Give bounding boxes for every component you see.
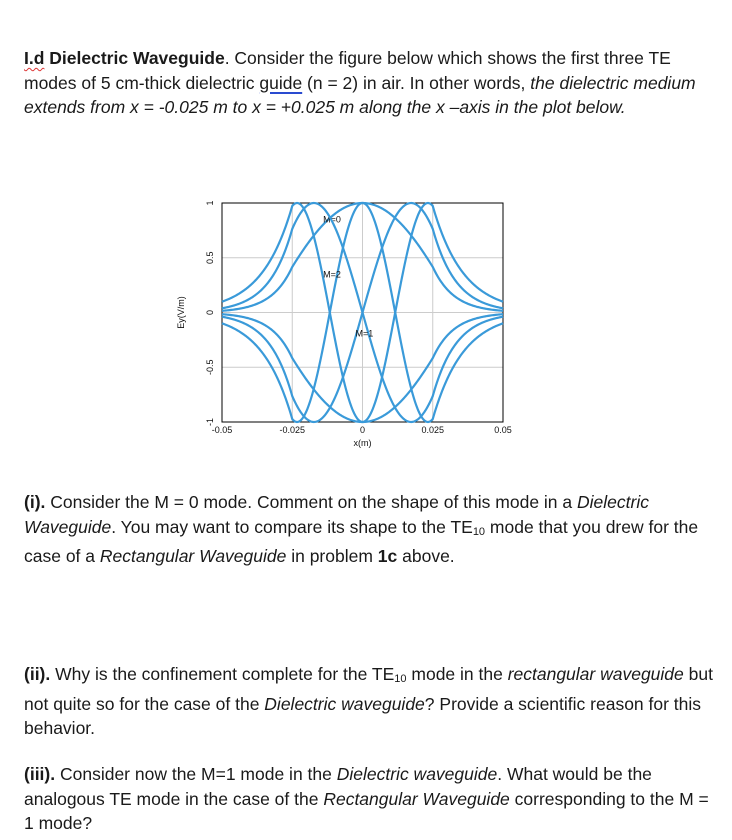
question-i-label: (i). — [24, 492, 46, 512]
guide-word: guide — [259, 72, 303, 93]
q2-italic-2: Dielectric waveguide — [264, 693, 425, 714]
q3-text-3: corresponding to the M = 1 mode? — [24, 788, 709, 833]
q1-text-2: . You may want to compare its shape to the TE — [111, 516, 473, 537]
mode-label: M=0 — [323, 214, 341, 225]
x-tick-label: 0.025 — [421, 425, 445, 435]
x-tick-label: -0.05 — [211, 425, 233, 435]
y-tick-label: 1 — [205, 200, 215, 206]
x-tick-label: -0.025 — [279, 425, 306, 435]
q3-italic-1: Dielectric waveguide — [336, 764, 498, 784]
question-ii — [24, 662, 714, 741]
mode-label: M=2 — [323, 269, 341, 280]
te-modes-chart — [168, 184, 538, 464]
mode-label: M=1 — [355, 328, 374, 339]
intro-text: . Consider the figure below which shows the first three TE modes of 5 cm-thick dielectric — [24, 48, 671, 93]
question-iii-label: (iii). — [24, 764, 56, 784]
x-tick-label: 0.05 — [494, 425, 512, 435]
q1-italic-2: Rectangular Waveguide — [99, 546, 287, 566]
x-tick-label: 0 — [359, 425, 366, 435]
question-i — [24, 490, 714, 569]
q3-text-2: . What would be the analogous TE mode in the case of the — [24, 764, 652, 809]
q2-text-4: ? Provide a scientific reason for this behavior. — [24, 693, 702, 738]
y-tick-label: -0.5 — [205, 359, 215, 376]
q1-text-4: in problem — [286, 546, 378, 566]
q2-subscript: 10 — [394, 673, 407, 685]
q1-text: Consider the M = 0 mode. Comment on the shape of this mode in a — [45, 492, 577, 512]
q2-text-3: but not quite so for the case of the — [24, 664, 713, 714]
y-tick-label: -1 — [205, 417, 215, 427]
q1-text-3: mode that you drew for the case of a — [24, 516, 699, 566]
problem-title: Dielectric Waveguide — [49, 48, 225, 68]
y-tick-label: 0 — [205, 309, 215, 316]
q2-italic-1: rectangular waveguide — [507, 664, 684, 684]
question-ii-label: (ii). — [24, 664, 51, 684]
question-iii — [24, 762, 714, 836]
q1-italic-1: Dielectric Waveguide — [24, 492, 649, 537]
q3-text: Consider now the M=1 mode in the — [55, 764, 337, 784]
q1-bold-ref: 1c — [377, 546, 398, 566]
intro-text-2: (n = 2) in air. In other words, — [302, 72, 531, 93]
intro-italic: the dielectric medium extends from x = -0.025 m to x = +0.025 m along the x –axis in the plot below. — [24, 72, 696, 117]
q3-italic-2: Rectangular Waveguide — [323, 788, 510, 809]
x-axis-label: x(m) — [353, 438, 372, 448]
problem-number: I.d — [24, 48, 45, 68]
y-tick-label: 0.5 — [205, 251, 215, 265]
q2-text: Why is the confinement complete for the TE — [50, 664, 395, 684]
intro-paragraph — [24, 46, 714, 120]
q2-text-2: mode in the — [406, 664, 508, 684]
q1-text-5: above. — [397, 546, 455, 566]
y-axis-label: Ey(V/m) — [176, 296, 186, 329]
q1-subscript: 10 — [472, 525, 486, 538]
